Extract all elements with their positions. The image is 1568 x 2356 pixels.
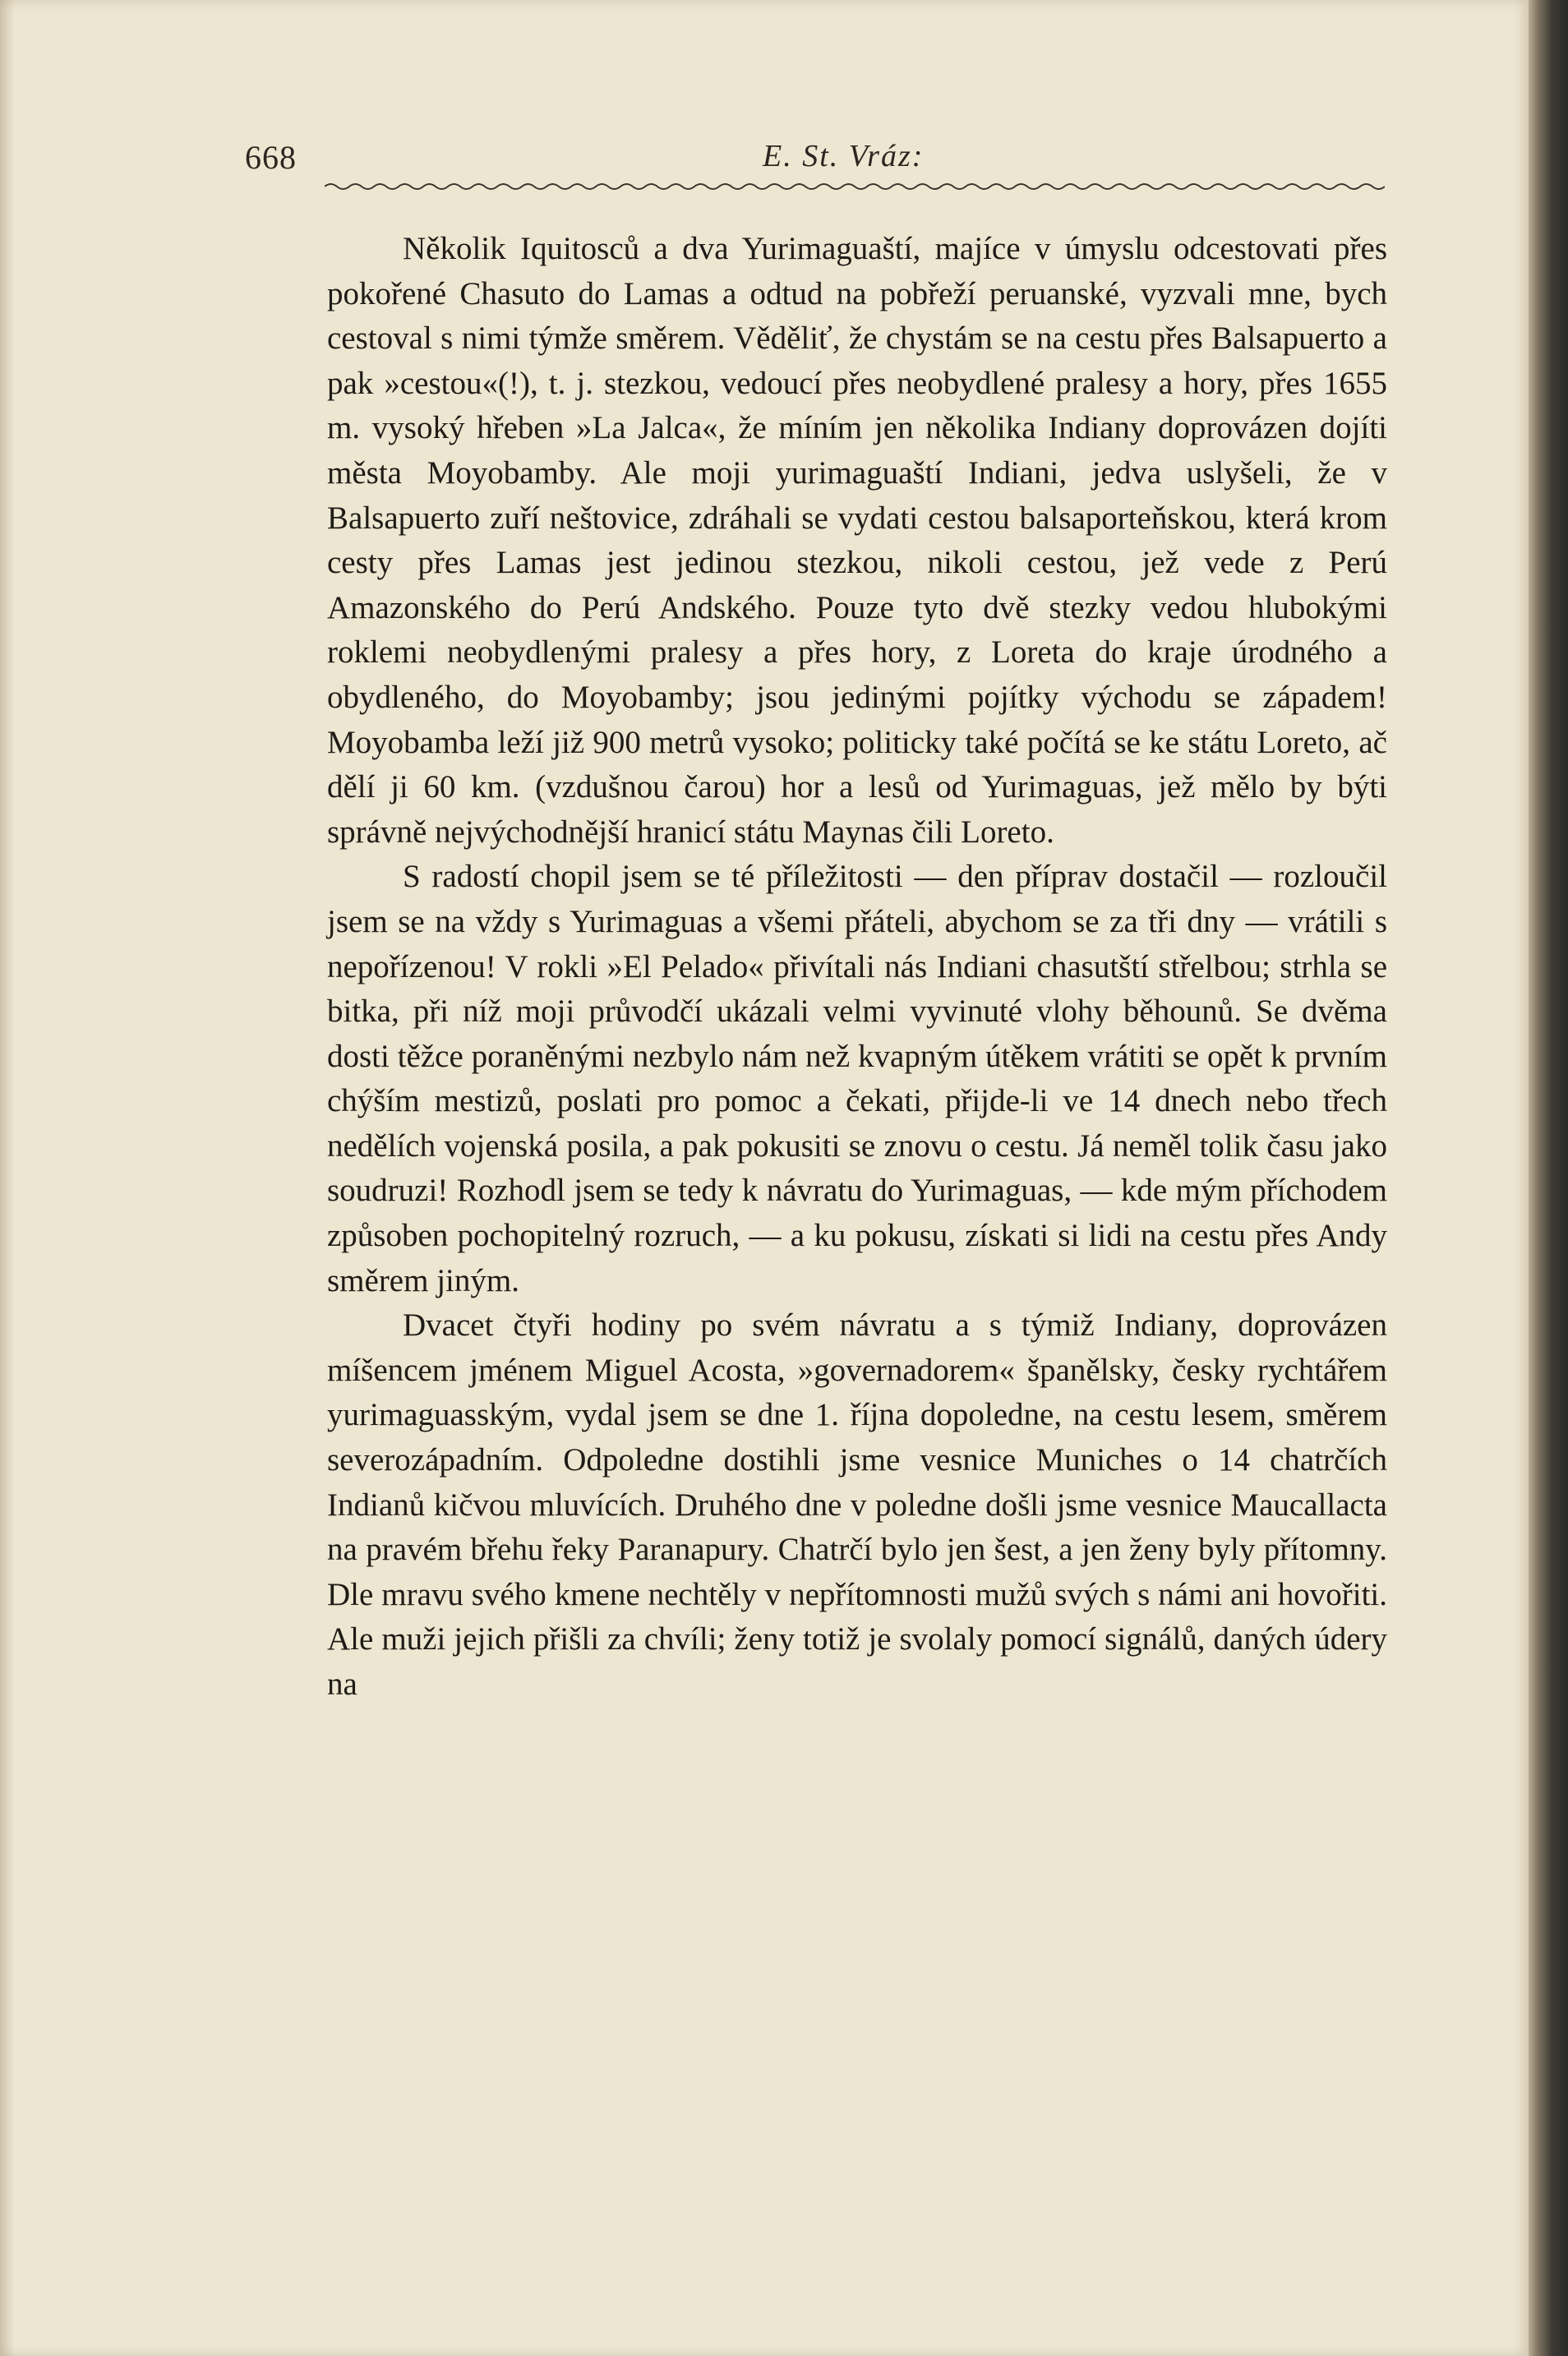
body-text [327, 227, 1387, 1708]
page-number: 668 [245, 139, 297, 176]
page-edge [1529, 0, 1568, 2356]
paragraph: Několik Iquitosců a dva Yurimaguaští, majíce v úmyslu odcestovati přes pokořené Chasuto do Lamas a odtud na pobřeží peruanské, vyzvali mne, bych cestoval s nimi týmže směrem. Věděliť, že chystám se na cestu přes Balsapuerto a pak »cestou«(!), t. j. stezkou, vedoucí přes neobydlené pralesy a hory, přes 1655 m. vysoký hřeben »La Jalca«, že míním jen několika Indiany doprovázen dojíti města Moyobamby. Ale moji yurimaguaští Indiani, jedva uslyšeli, že v Balsapuerto zuří neštovice, zdráhali se vydati cestou balsaporteňskou, která krom cesty přes Lamas jest jedinou stezkou, nikoli cestou, jež vede z Perú Amazonského do Perú Andského. Pouze tyto dvě stezky vedou hlubokými roklemi neobydlenými pralesy a přes hory, z Loreta do kraje úrodného a obydleného, do Moyobamby; jsou jedinými pojítky východu se západem! Moyobamba leží již 900 metrů vysoko; politicky také počítá se ke státu Loreto, ač dělí ji 60 km. (vzdušnou čarou) hor a lesů od Yurimaguas, jež mělo by býti správně nejvýchodnější hranicí státu Maynas čili Loreto. [327, 231, 1387, 850]
gutter-shadow [0, 0, 15, 2356]
running-head: E. St. Vráz: [763, 139, 925, 173]
paragraph: S radostí chopil jsem se té příležitosti — den příprav dostačil — rozloučil jsem se na vždy s Yurimaguas a všemi přáteli, abychom se za tři dny — vrátili s nepořízenou! V rokli »El Pelado« přivítali nás Indiani chasutští střelbou; strhla se bitka, při níž moji průvodčí ukázali velmi vyvinuté vlohy běhounů. Se dvěma dosti těžce poraněnými nezbylo nám než kvapným útěkem vrátiti se opět k prvním chýším mestizů, poslati pro pomoc a čekati, přijde-li ve 14 dnech nebo třech nedělích vojenská posila, a pak pokusiti se znovu o cestu. Já neměl tolik času jako soudruzi! Rozhodl jsem se tedy k návratu do Yurimaguas, — kde mým příchodem způsoben pochopitelný rozruch, — a ku pokusu, získati si lidi na cestu přes Andy směrem jiným. [327, 859, 1387, 1298]
decorative-rule [325, 179, 1385, 194]
paragraph: Dvacet čtyři hodiny po svém návratu a s týmiž Indiany, doprovázen míšencem jménem Miguel Acosta, »governadorem« španělsky, česky rychtářem yurimaguasským, vydal jsem se dne 1. října dopoledne, na cestu lesem, směrem severozápadním. Odpoledne dostihli jsme vesnice Muniches o 14 chatrčích Indianů kičvou mluvících. Druhého dne v poledne došli jsme vesnice Maucallacta na pravém břehu řeky Paranapury. Chatrčí bylo jen šest, a jen ženy byly přítomny. Dle mravu svého kmene nechtěly v nepřítomnosti mužů svých s námi ani hovořiti. Ale muži jejich přišli za chvíli; ženy totiž je svolaly pomocí signálů, daných údery na [327, 1307, 1387, 1702]
